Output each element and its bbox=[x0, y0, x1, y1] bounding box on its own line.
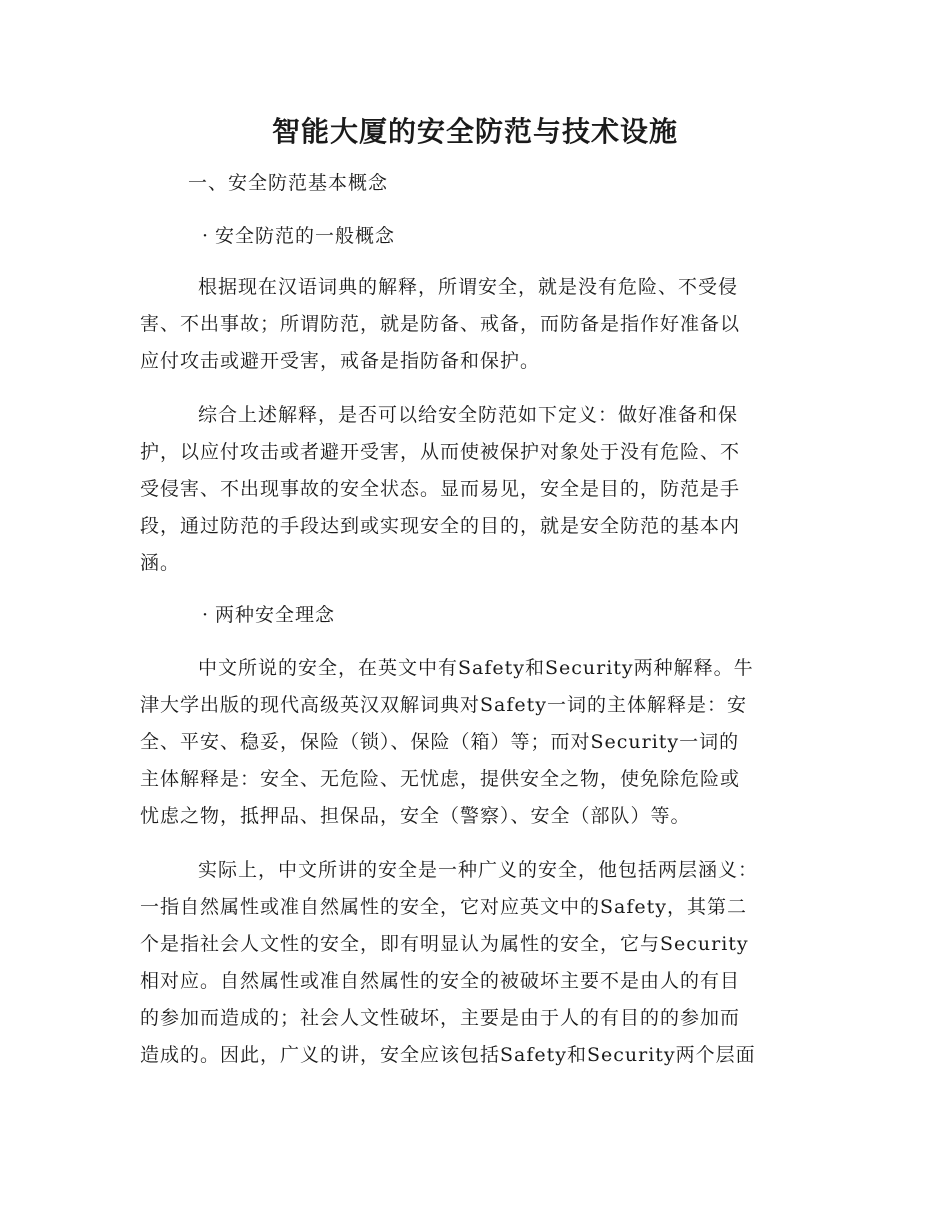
paragraph-broad-security bbox=[140, 852, 812, 1074]
paragraph-line: 段，通过防范的手段达到或实现安全的目的，就是安全防范的基本内 bbox=[140, 515, 741, 537]
paragraph-line: 的参加而造成的；社会人文性破坏，主要是由于人的有目的的参加而 bbox=[140, 1007, 741, 1029]
paragraph-safety-security bbox=[140, 650, 812, 835]
paragraph-line: 综合上述解释，是否可以给安全防范如下定义：做好准备和保 bbox=[198, 404, 739, 426]
paragraph-line: 护，以应付攻击或者避开受害，从而使被保护对象处于没有危险、不 bbox=[140, 441, 741, 463]
bullet-heading-general-concept bbox=[202, 221, 395, 251]
bullet-heading-text: 两种安全理念 bbox=[215, 604, 336, 626]
paragraph-line: 根据现在汉语词典的解释，所谓安全，就是没有危险、不受侵 bbox=[198, 276, 739, 298]
paragraph-line: 一指自然属性或准自然属性的安全，它对应英文中的Safety，其第二 bbox=[140, 896, 747, 918]
section-heading: 一、安全防范基本概念 bbox=[188, 172, 389, 194]
paragraph-line: 中文所说的安全，在英文中有Safety和Security两种解释。牛 bbox=[198, 657, 754, 679]
paragraph-line: 应付攻击或避开受害，戒备是指防备和保护。 bbox=[140, 350, 541, 372]
paragraph-line: 实际上，中文所讲的安全是一种广义的安全，他包括两层涵义： bbox=[198, 859, 759, 881]
paragraph-line: 造成的。因此，广义的讲，安全应该包括Safety和Security两个层面 bbox=[140, 1044, 756, 1066]
bullet-heading-text: 安全防范的一般概念 bbox=[215, 225, 396, 247]
paragraph-line: 相对应。自然属性或准自然属性的安全的被破坏主要不是由人的有目 bbox=[140, 970, 741, 992]
paragraph-line: 个是指社会人文性的安全，即有明显认为属性的安全，它与Security bbox=[140, 933, 749, 955]
paragraph-line: 害、不出事故；所谓防范，就是防备、戒备，而防备是指作好准备以 bbox=[140, 313, 741, 335]
paragraph-line: 受侵害、不出现事故的安全状态。显而易见，安全是目的，防范是手 bbox=[140, 478, 741, 500]
bullet-heading-two-concepts bbox=[202, 600, 335, 630]
paragraph-line: 涵。 bbox=[140, 552, 181, 574]
paragraph-line: 全、平安、稳妥，保险（锁）、保险（箱）等；而对Security一词的 bbox=[140, 731, 740, 753]
paragraph-line: 主体解释是：安全、无危险、无忧虑，提供安全之物，使免除危险或 bbox=[140, 768, 741, 790]
bullet-dot: · bbox=[202, 604, 210, 626]
paragraph-summary bbox=[140, 397, 812, 582]
bullet-dot: · bbox=[202, 225, 210, 247]
paragraph-line: 忧虑之物，抵押品、担保品，安全（警察）、安全（部队）等。 bbox=[140, 805, 691, 827]
paragraph-definition bbox=[140, 269, 812, 380]
document-title: 智能大厦的安全防范与技术设施 bbox=[271, 115, 678, 148]
paragraph-line: 津大学出版的现代高级英汉双解词典对Safety一词的主体解释是：安 bbox=[140, 694, 747, 716]
